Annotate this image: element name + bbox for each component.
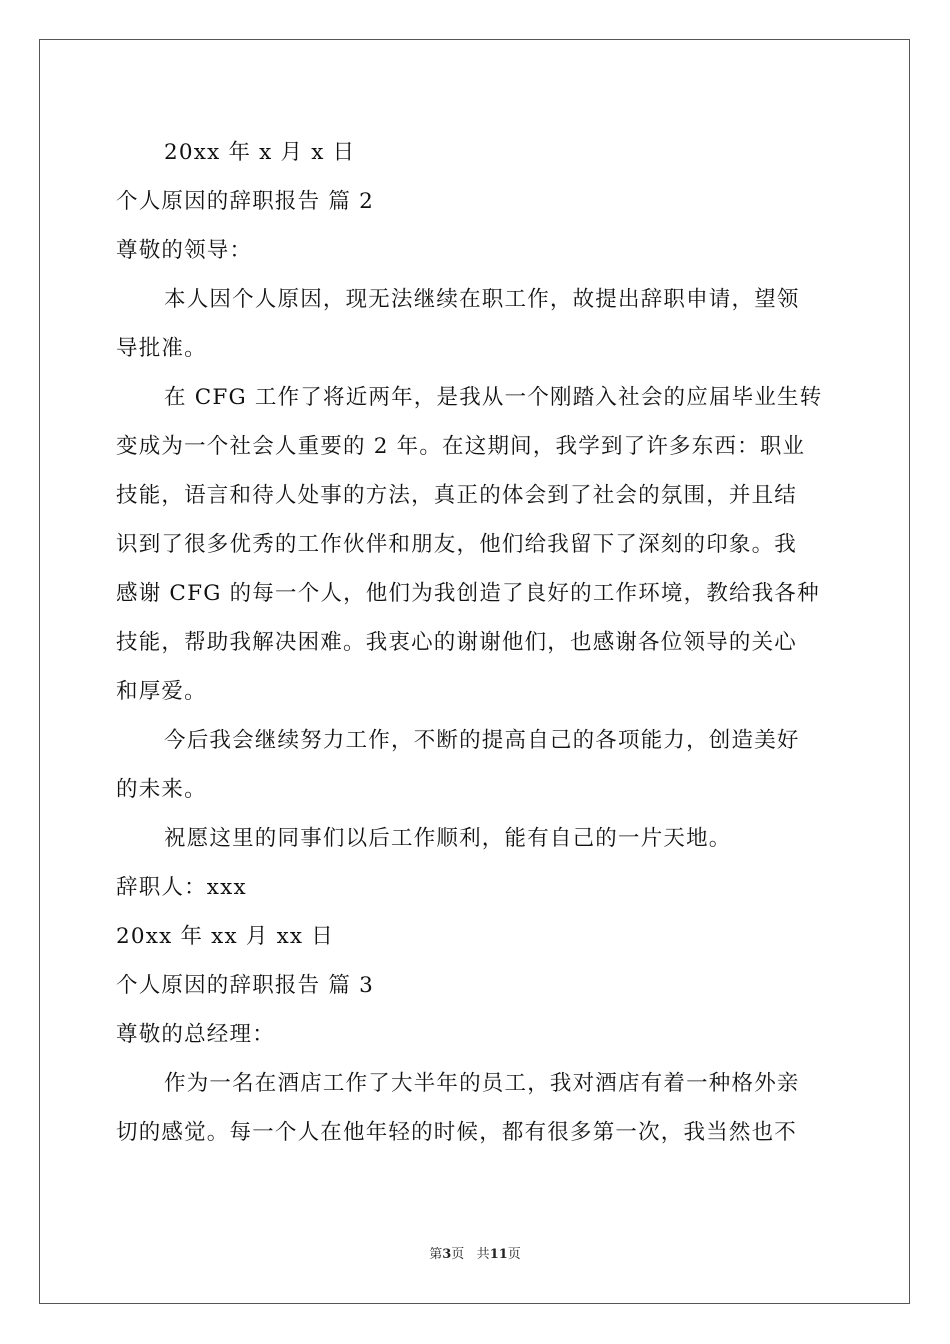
section-title: 个人原因的辞职报告 篇 2 (116, 189, 374, 214)
date-line: 20xx 年 x 月 x 日 (164, 140, 356, 165)
paragraph-line: 感谢 CFG 的每一个人，他们为我创造了良好的工作环境，教给我各种 (116, 581, 820, 606)
paragraph-line: 作为一名在酒店工作了大半年的员工，我对酒店有着一种格外亲 (164, 1071, 800, 1096)
salutation: 尊敬的总经理： (116, 1022, 275, 1047)
paragraph-line: 在 CFG 工作了将近两年，是我从一个刚踏入社会的应届毕业生转 (164, 385, 823, 410)
paragraph-line: 的未来。 (116, 777, 207, 802)
paragraph-line: 今后我会继续努力工作，不断的提高自己的各项能力，创造美好 (164, 728, 800, 753)
signature-line: 辞职人：xxx (116, 875, 247, 900)
paragraph-line: 导批准。 (116, 336, 207, 361)
total-suffix: 页 (507, 1247, 521, 1262)
paragraph-line: 祝愿这里的同事们以后工作顺利，能有自己的一片天地。 (164, 826, 732, 851)
paragraph-line: 技能，帮助我解决困难。我衷心的谢谢他们，也感谢各位领导的关心 (116, 630, 798, 655)
date-line: 20xx 年 xx 月 xx 日 (116, 924, 334, 949)
total-prefix: 共 (476, 1247, 490, 1262)
page-number: 3 (442, 1247, 452, 1262)
page-footer (0, 1246, 950, 1264)
paragraph-line: 本人因个人原因，现无法继续在职工作，故提出辞职申请，望领 (164, 287, 800, 312)
document-body (116, 128, 836, 1157)
salutation: 尊敬的领导： (116, 238, 253, 263)
paragraph-line: 切的感觉。每一个人在他年轻的时候，都有很多第一次，我当然也不 (116, 1120, 798, 1145)
page-suffix: 页 (451, 1247, 465, 1262)
total-pages: 11 (489, 1247, 508, 1262)
section-title: 个人原因的辞职报告 篇 3 (116, 973, 374, 998)
paragraph-line: 和厚爱。 (116, 679, 207, 704)
paragraph-line: 技能，语言和待人处事的方法，真正的体会到了社会的氛围，并且结 (116, 483, 798, 508)
page-prefix: 第 (429, 1247, 443, 1262)
paragraph-line: 识到了很多优秀的工作伙伴和朋友，他们给我留下了深刻的印象。我 (116, 532, 798, 557)
paragraph-line: 变成为一个社会人重要的 2 年。在这期间，我学到了许多东西：职业 (116, 434, 806, 459)
